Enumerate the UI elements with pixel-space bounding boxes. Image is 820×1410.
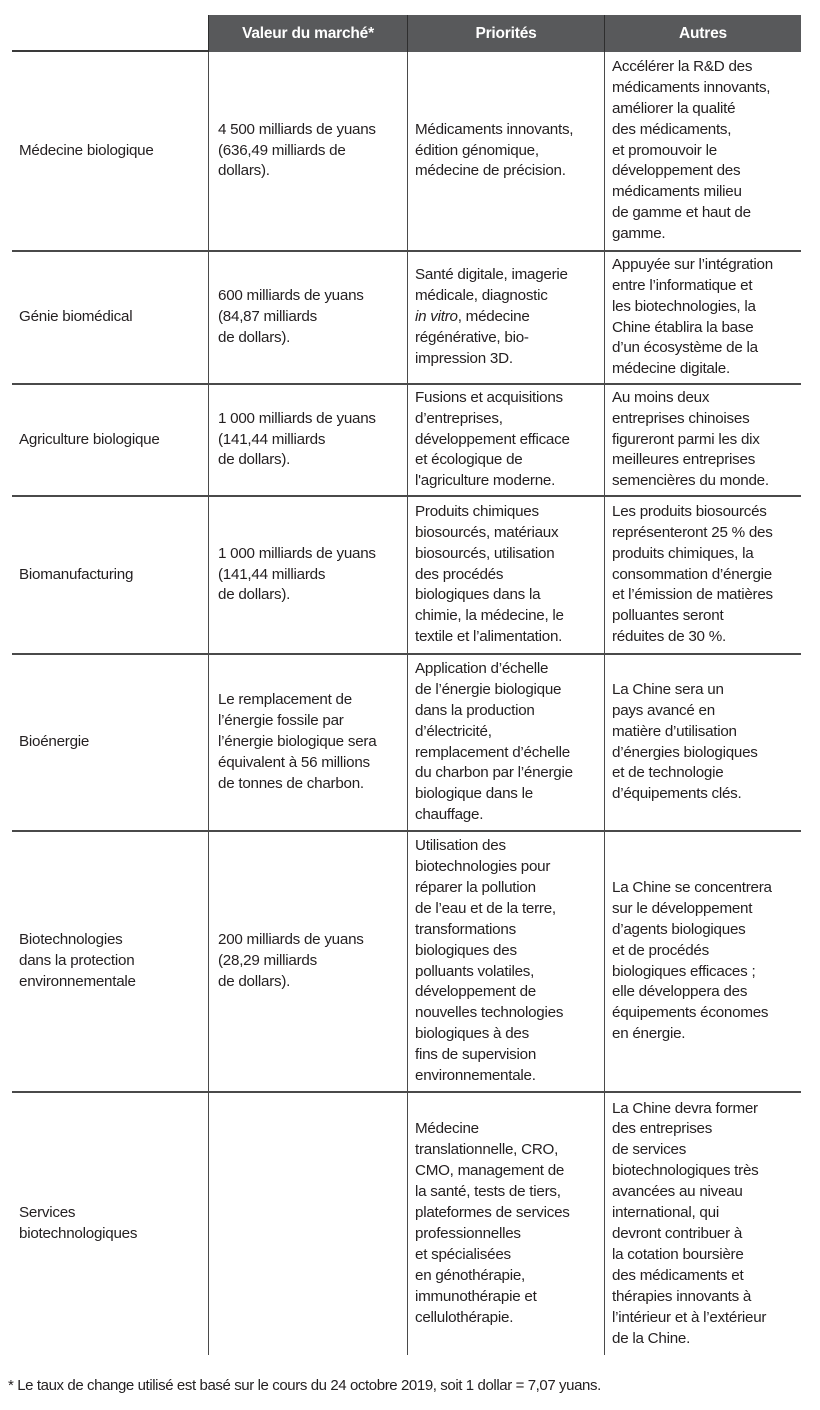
table-row-biological-medicine xyxy=(12,52,801,252)
priorities-cell: Médecine translationnelle, CRO, CMO, management de la santé, tests de tiers, plateformes de services professionnelles et spécialisées en génothérapie, immunothérapie et cellulothérapie. xyxy=(407,1093,604,1355)
market-value-cell: 600 milliards de yuans (84,87 milliards de dollars). xyxy=(208,252,407,383)
sector-cell: Services biotechnologiques xyxy=(19,1204,138,1242)
market-value-cell: 4 500 milliards de yuans (636,49 milliards de dollars). xyxy=(208,52,407,250)
header-priorities: Priorités xyxy=(407,15,604,52)
sector-cell: Génie biomédical xyxy=(19,308,133,326)
market-value-cell: 1 000 milliards de yuans (141,44 milliards de dollars). xyxy=(208,497,407,653)
others-cell: La Chine se concentrera sur le développement d’agents biologiques et de procédés biologiques efficaces ; elle développera des équipements économes en énergie. xyxy=(604,832,801,1091)
table-row-biomedical-engineering xyxy=(12,252,801,385)
header-market-value: Valeur du marché* xyxy=(208,15,407,52)
others-cell: Au moins deux entreprises chinoises figureront parmi les dix meilleures entreprises semencières du monde. xyxy=(604,385,801,495)
market-value-cell: 1 000 milliards de yuans (141,44 milliards de dollars). xyxy=(208,385,407,495)
others-cell: Accélérer la R&D des médicaments innovants, améliorer la qualité des médicaments, et promouvoir le développement des médicaments milieu de gamme et haut de gamme. xyxy=(604,52,801,250)
others-cell: La Chine sera un pays avancé en matière d’utilisation d’énergies biologiques et de technologie d’équipements clés. xyxy=(604,655,801,830)
market-value-cell xyxy=(208,1093,407,1355)
header-blank-cell xyxy=(12,15,208,52)
sector-cell: Biomanufacturing xyxy=(19,565,134,583)
sector-cell: Médecine biologique xyxy=(19,141,154,159)
sector-cell: Biotechnologies dans la protection environnementale xyxy=(19,931,136,990)
table-header-row xyxy=(12,15,801,52)
priorities-cell: Application d’échelle de l’énergie biologique dans la production d’électricité, remplacement d’échelle du charbon par l’énergie biologique dans le chauffage. xyxy=(407,655,604,830)
priorities-cell: Médicaments innovants, édition génomique, médecine de précision. xyxy=(407,52,604,250)
table-row-environmental-biotech xyxy=(12,832,801,1093)
priorities-cell: Produits chimiques biosourcés, matériaux biosourcés, utilisation des procédés biologiques dans la chimie, la médecine, le textile et l’alimentation. xyxy=(407,497,604,653)
priorities-cell: Fusions et acquisitions d’entreprises, développement efficace et écologique de l'agriculture moderne. xyxy=(407,385,604,495)
table-row-bioenergy xyxy=(12,655,801,832)
sector-cell: Agriculture biologique xyxy=(19,430,160,448)
others-cell: Appuyée sur l’intégration entre l’informatique et les biotechnologies, la Chine établira la base d’un écosystème de la médecine digitale. xyxy=(604,252,801,383)
italic-in-vitro: in vitro xyxy=(415,308,458,326)
biotech-market-table xyxy=(12,15,801,1355)
sector-cell: Bioénergie xyxy=(19,733,90,751)
priorities-cell: Utilisation des biotechnologies pour réparer la pollution de l’eau et de la terre, transformations biologiques des polluants volatiles, développement de nouvelles technologies biologiques à des fins de supervision environnementale. xyxy=(407,832,604,1091)
header-others: Autres xyxy=(604,15,801,52)
table-row-biotech-services xyxy=(12,1093,801,1355)
market-value-cell: 200 milliards de yuans (28,29 milliards de dollars). xyxy=(208,832,407,1091)
others-cell: La Chine devra former des entreprises de services biotechnologiques très avancées au niveau international, qui devront contribuer à la cotation boursière des médicaments et thérapies innovants à l’intérieur et à l’extérieur de la Chine. xyxy=(604,1093,801,1355)
table-row-biomanufacturing xyxy=(12,497,801,655)
market-value-cell: Le remplacement de l’énergie fossile par l’énergie biologique sera équivalent à 56 millions de tonnes de charbon. xyxy=(208,655,407,830)
exchange-rate-footnote: * Le taux de change utilisé est basé sur le cours du 24 octobre 2019, soit 1 dollar = 7,07 yuans. xyxy=(8,1377,601,1394)
table-row-biological-agriculture xyxy=(12,385,801,497)
priorities-cell: Santé digitale, imagerie médicale, diagnostic in vitro, médecine régénérative, bio- impression 3D. xyxy=(407,252,604,383)
others-cell: Les produits biosourcés représenteront 25 % des produits chimiques, la consommation d’énergie et l’émission de matières polluantes seront réduites de 30 %. xyxy=(604,497,801,653)
